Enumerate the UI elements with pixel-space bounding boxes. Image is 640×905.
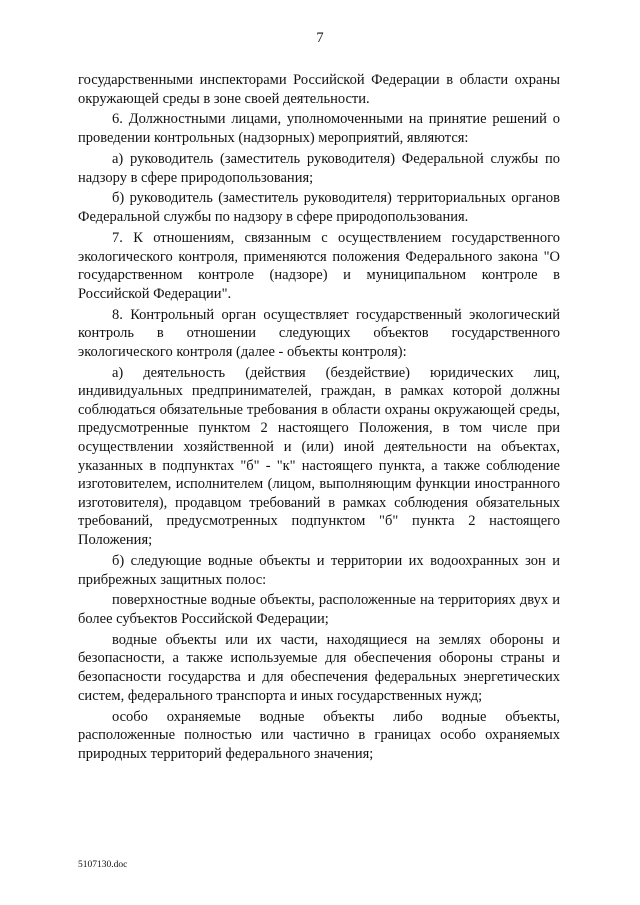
paragraph-item-8: 8. Контрольный орган осуществляет государственный экологический контроль в отношении следующих объектов государственного экологического контроля (далее - объекты контроля):: [78, 306, 560, 360]
paragraph-item-8a: а) деятельность (действия (бездействие) юридических лиц, индивидуальных предпринимателей, граждан, в рамках которой должны соблюдаться обязательные требования в области охраны окружающей среды, предусмотренные пунктом 2 настоящего Положения, в том числе при осуществлении хозяйственной и (или) иной деятельности на объектах, указанных в подпунктах "б" - "к" настоящего пункта, а также соблюдение изготовителем, исполнителем (лицом, выполняющим функции иностранного изготовителя), продавцом требований в рамках соблюдения обязательных требований, предусмотренных подпунктом "б" пункта 2 настоящего Положения;: [78, 364, 560, 549]
paragraph-continuation: государственными инспекторами Российской Федерации в области охраны окружающей среды в зоне своей деятельности.: [78, 72, 560, 107]
paragraph-item-8b-3: особо охраняемые водные объекты либо водные объекты, расположенные полностью или частично в границах особо охраняемых природных территорий федерального значения;: [78, 708, 560, 762]
paragraph-item-6a: а) руководитель (заместитель руководителя) Федеральной службы по надзору в сфере природопользования;: [78, 150, 560, 186]
paragraph-item-8b-2: водные объекты или их части, находящиеся на землях обороны и безопасности, а также используемые для обеспечения обороны страны и безопасности государства и для обеспечения федеральных энергетических систем, федерального транспорта и иных государственных нужд;: [78, 631, 560, 704]
paragraph-item-7: 7. К отношениям, связанным с осуществлением государственного экологического контроля, применяются положения Федерального закона "О государственном контроле (надзоре) и муниципальном контроле в Российской Федерации".: [78, 229, 560, 302]
page-number: 7: [316, 30, 324, 46]
paragraph-item-6: 6. Должностными лицами, уполномоченными на принятие решений о проведении контрольных (надзорных) мероприятий, являются:: [78, 111, 560, 147]
document-footer-code: 5107130.doc: [78, 860, 128, 870]
paragraph-item-8b: б) следующие водные объекты и территории их водоохранных зон и прибрежных защитных полос:: [78, 552, 560, 588]
document-body: [78, 71, 560, 766]
paragraph-item-6b: б) руководитель (заместитель руководителя) территориальных органов Федеральной службы по надзору в сфере природопользования.: [78, 190, 560, 226]
paragraph-item-8b-1: поверхностные водные объекты, расположенные на территориях двух и более субъектов Российской Федерации;: [78, 592, 560, 627]
